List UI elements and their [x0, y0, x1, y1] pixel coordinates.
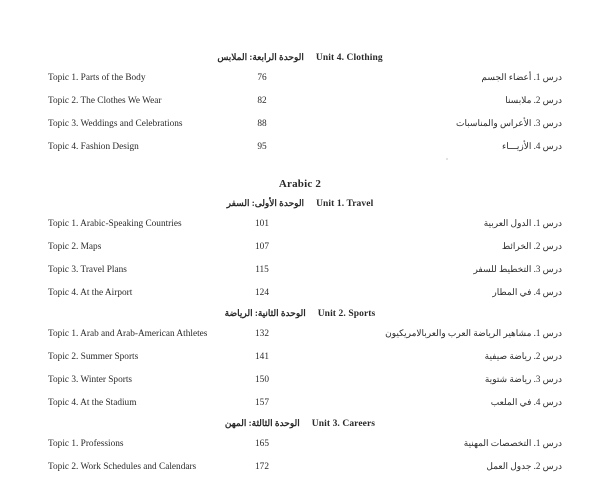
topic-title-english: Topic 2. Work Schedules and Calendars: [48, 462, 197, 472]
unit-heading-arabic: الوحدة الأولى: السفر: [226, 198, 305, 208]
toc-row[interactable]: [0, 212, 600, 235]
topic-page-number: 157: [255, 398, 269, 408]
toc-row[interactable]: [0, 89, 600, 112]
toc-row[interactable]: [0, 455, 600, 478]
topic-title-arabic: درس 3. الأعراس والمناسبات: [455, 118, 562, 128]
topic-title-arabic: درس 4. في المطار: [492, 287, 562, 297]
toc-row[interactable]: [0, 235, 600, 258]
topic-page-number: 165: [255, 439, 269, 449]
topic-page-number: 141: [255, 352, 269, 362]
topic-title-english: Topic 3. Winter Sports: [48, 375, 133, 385]
toc-row[interactable]: [0, 391, 600, 414]
topic-title-english: Topic 2. The Clothes We Wear: [48, 96, 162, 106]
toc-row[interactable]: [0, 368, 600, 391]
unit-heading: [0, 48, 600, 66]
topic-page-number: 101: [255, 219, 269, 229]
topic-page-number: 132: [255, 329, 269, 339]
toc-row[interactable]: [0, 258, 600, 281]
unit-heading: [0, 414, 600, 432]
topic-page-number: 76: [257, 73, 267, 83]
topic-title-arabic: درس 1. التخصصات المهنية: [463, 438, 562, 448]
topic-title-arabic: درس 2. ملابسنا: [505, 95, 562, 105]
topic-title-english: Topic 1. Arab and Arab-American Athletes: [48, 329, 208, 339]
toc-row[interactable]: [0, 112, 600, 135]
topic-page-number: 172: [255, 462, 269, 472]
toc-row[interactable]: [0, 322, 600, 345]
unit-heading-arabic: الوحدة الثالثة: المهن: [224, 418, 300, 428]
unit-heading-english: Unit 2. Sports: [317, 309, 376, 319]
topic-page-number: 88: [257, 119, 267, 129]
toc-row[interactable]: [0, 66, 600, 89]
topic-title-english: Topic 2. Maps: [48, 242, 102, 252]
topic-title-english: Topic 3. Weddings and Celebrations: [48, 119, 183, 129]
topic-title-english: Topic 1. Arabic-Speaking Countries: [48, 219, 182, 229]
topic-page-number: 95: [257, 142, 267, 152]
topic-title-english: Topic 4. At the Stadium: [48, 398, 137, 408]
topic-title-arabic: درس 2. رياضة صيفية: [484, 351, 562, 361]
unit-heading-english: Unit 3. Careers: [311, 419, 376, 429]
topic-title-arabic: درس 1. أعضاء الجسم: [481, 72, 562, 82]
topic-title-arabic: درس 3. التخطيط للسفر: [473, 264, 562, 274]
toc-row[interactable]: [0, 345, 600, 368]
book-title: Arabic 2: [278, 178, 322, 190]
topic-page-number: 150: [255, 375, 269, 385]
section-spacer: [0, 158, 600, 174]
topic-title-arabic: درس 4. في الملعب: [490, 397, 562, 407]
page-top-margin: [0, 0, 600, 48]
topic-title-arabic: درس 2. الخرائط: [501, 241, 562, 251]
topic-title-arabic: درس 4. الأزيـــاء: [502, 141, 562, 151]
topic-title-arabic: درس 1. مشاهير الرياضة العرب والعربالامريكيون: [385, 328, 562, 338]
topic-title-english: Topic 4. Fashion Design: [48, 142, 139, 152]
topic-title-english: Topic 2. Summer Sports: [48, 352, 139, 362]
scan-artifact: [446, 158, 448, 160]
topic-title-english: Topic 3. Travel Plans: [48, 265, 127, 275]
topic-page-number: 115: [255, 265, 269, 275]
topic-title-english: Topic 1. Parts of the Body: [48, 73, 146, 83]
topic-title-arabic: درس 1. الدول العربية: [483, 218, 562, 228]
topic-title-english: Topic 4. At the Airport: [48, 288, 133, 298]
topic-page-number: 107: [255, 242, 269, 252]
topic-page-number: 124: [255, 288, 269, 298]
unit-heading-arabic: الوحدة الثانية: الرياضة: [224, 308, 306, 318]
topic-title-arabic: درس 3. رياضة شتوية: [484, 374, 562, 384]
unit-heading-english: Unit 4. Clothing: [315, 53, 383, 63]
toc-row[interactable]: [0, 281, 600, 304]
unit-heading-arabic: الوحدة الرابعة: الملابس: [217, 52, 304, 62]
topic-page-number: 82: [257, 96, 267, 106]
topic-title-english: Topic 1. Professions: [48, 439, 124, 449]
unit-heading-english: Unit 1. Travel: [316, 199, 374, 209]
topic-title-arabic: درس 2. جدول العمل: [486, 461, 562, 471]
toc-row[interactable]: [0, 135, 600, 158]
unit-heading: [0, 304, 600, 322]
unit-heading: [0, 194, 600, 212]
